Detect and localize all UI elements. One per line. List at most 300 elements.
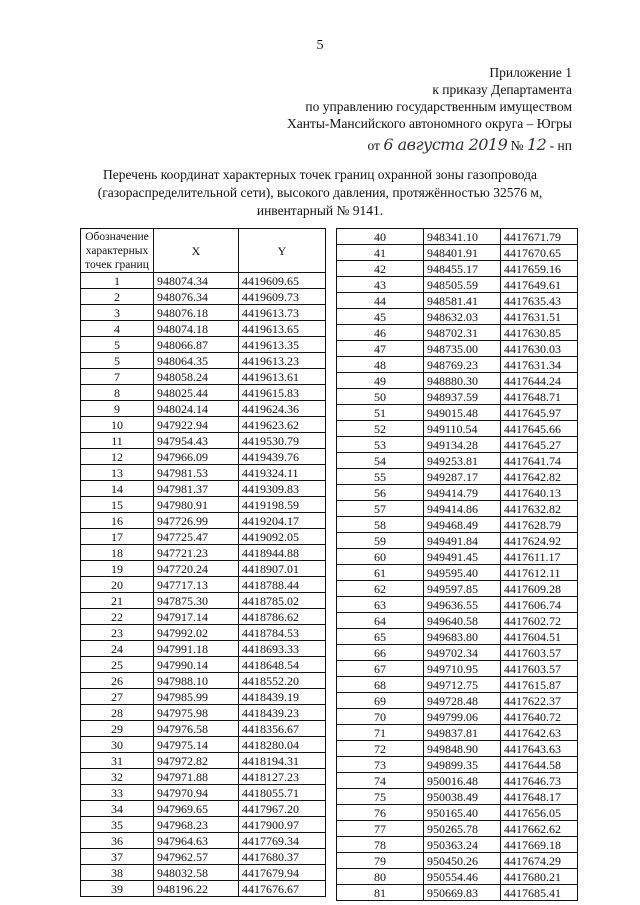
y-coordinate-cell: 4418194.31 (239, 753, 326, 769)
y-coordinate-cell: 4417644.58 (501, 757, 578, 773)
point-number-cell: 64 (337, 613, 424, 629)
x-coordinate-cell: 948702.31 (424, 325, 501, 341)
y-coordinate-cell: 4417646.73 (501, 773, 578, 789)
handwritten-number: 12 (526, 135, 547, 154)
table-row (81, 545, 326, 561)
y-coordinate-cell: 4418786.62 (239, 609, 326, 625)
table-row (81, 529, 326, 545)
x-coordinate-cell: 948025.44 (154, 385, 239, 401)
point-number-cell: 33 (81, 785, 154, 801)
x-coordinate-cell: 947717.13 (154, 577, 239, 593)
x-coordinate-cell: 950450.26 (424, 853, 501, 869)
x-coordinate-cell: 947976.58 (154, 721, 239, 737)
point-number-cell: 5 (81, 337, 154, 353)
point-number-cell: 71 (337, 725, 424, 741)
y-coordinate-cell: 4419613.23 (239, 353, 326, 369)
x-coordinate-cell: 948455.17 (424, 261, 501, 277)
x-coordinate-cell: 947969.65 (154, 801, 239, 817)
y-coordinate-cell: 4417671.79 (501, 229, 578, 245)
table-row (337, 805, 578, 821)
table-row (81, 753, 326, 769)
y-coordinate-cell: 4417645.27 (501, 437, 578, 453)
x-coordinate-cell: 949253.81 (424, 453, 501, 469)
x-coordinate-cell: 947971.88 (154, 769, 239, 785)
point-number-cell: 28 (81, 705, 154, 721)
point-number-cell: 14 (81, 481, 154, 497)
table-row (337, 741, 578, 757)
table-row (337, 789, 578, 805)
table-row (337, 581, 578, 597)
point-number-cell: 66 (337, 645, 424, 661)
point-number-cell: 59 (337, 533, 424, 549)
y-coordinate-cell: 4419530.79 (239, 433, 326, 449)
x-coordinate-cell: 947962.57 (154, 849, 239, 865)
table-row (337, 469, 578, 485)
heading-line: Перечень координат характерных точек границ охранной зоны газопровода (103, 167, 537, 182)
coordinates-table-right (336, 228, 578, 901)
point-number-cell: 80 (337, 869, 424, 885)
y-coordinate-cell: 4417631.34 (501, 357, 578, 373)
point-number-cell: 53 (337, 437, 424, 453)
y-coordinate-cell: 4418693.33 (239, 641, 326, 657)
x-coordinate-cell: 948196.22 (154, 881, 239, 897)
y-coordinate-cell: 4417631.51 (501, 309, 578, 325)
point-number-cell: 55 (337, 469, 424, 485)
point-number-cell: 74 (337, 773, 424, 789)
point-number-cell: 17 (81, 529, 154, 545)
y-coordinate-cell: 4419613.61 (239, 369, 326, 385)
x-coordinate-cell: 949683.80 (424, 629, 501, 645)
table-row (337, 677, 578, 693)
y-coordinate-cell: 4417656.05 (501, 805, 578, 821)
number-prefix: № (510, 138, 524, 153)
table-row (81, 737, 326, 753)
table-row (81, 449, 326, 465)
point-number-cell: 72 (337, 741, 424, 757)
x-coordinate-cell: 949414.79 (424, 485, 501, 501)
table-row (337, 309, 578, 325)
heading-line: (газораспределительной сети), высокого давления, протяжённостью 32576 м, (97, 185, 543, 200)
point-number-cell: 45 (337, 309, 424, 325)
table-row (81, 609, 326, 625)
point-number-cell: 34 (81, 801, 154, 817)
point-number-cell: 67 (337, 661, 424, 677)
x-coordinate-cell: 947720.24 (154, 561, 239, 577)
y-coordinate-cell: 4417632.82 (501, 501, 578, 517)
y-coordinate-cell: 4417644.24 (501, 373, 578, 389)
y-coordinate-cell: 4417769.34 (239, 833, 326, 849)
y-coordinate-cell: 4418055.71 (239, 785, 326, 801)
point-number-cell: 73 (337, 757, 424, 773)
point-number-cell: 42 (337, 261, 424, 277)
y-coordinate-cell: 4417676.67 (239, 881, 326, 897)
table-row (81, 641, 326, 657)
point-number-cell: 31 (81, 753, 154, 769)
point-number-cell: 79 (337, 853, 424, 869)
x-coordinate-cell: 947991.18 (154, 641, 239, 657)
y-coordinate-cell: 4417604.51 (501, 629, 578, 645)
table-row (337, 421, 578, 437)
y-coordinate-cell: 4417622.37 (501, 693, 578, 709)
point-number-cell: 27 (81, 689, 154, 705)
point-number-cell: 65 (337, 629, 424, 645)
x-coordinate-cell: 947726.99 (154, 513, 239, 529)
point-number-cell: 76 (337, 805, 424, 821)
x-coordinate-cell: 949414.86 (424, 501, 501, 517)
y-coordinate-cell: 4417609.28 (501, 581, 578, 597)
table-row (81, 593, 326, 609)
table-row (337, 261, 578, 277)
table-row (81, 865, 326, 881)
x-coordinate-cell: 947922.94 (154, 417, 239, 433)
y-coordinate-cell: 4417659.16 (501, 261, 578, 277)
table-row (81, 385, 326, 401)
point-number-cell: 18 (81, 545, 154, 561)
table-row (81, 433, 326, 449)
table-row (337, 565, 578, 581)
table-row (337, 597, 578, 613)
table-row (337, 629, 578, 645)
table-row (81, 849, 326, 865)
x-coordinate-cell: 947981.37 (154, 481, 239, 497)
x-coordinate-cell: 950038.49 (424, 789, 501, 805)
table-row (337, 501, 578, 517)
table-row (81, 881, 326, 897)
table-row (337, 357, 578, 373)
y-coordinate-cell: 4418907.01 (239, 561, 326, 577)
point-number-cell: 19 (81, 561, 154, 577)
table-row (81, 369, 326, 385)
x-coordinate-cell: 949468.49 (424, 517, 501, 533)
point-number-cell: 12 (81, 449, 154, 465)
x-coordinate-cell: 950363.24 (424, 837, 501, 853)
point-number-cell: 32 (81, 769, 154, 785)
x-coordinate-cell: 948401.91 (424, 245, 501, 261)
point-number-cell: 38 (81, 865, 154, 881)
x-coordinate-cell: 948769.23 (424, 357, 501, 373)
table-row (81, 625, 326, 641)
y-coordinate-cell: 4417603.57 (501, 661, 578, 677)
y-coordinate-cell: 4417612.11 (501, 565, 578, 581)
table-row (81, 417, 326, 433)
point-number-cell: 26 (81, 673, 154, 689)
point-number-cell: 54 (337, 453, 424, 469)
y-coordinate-cell: 4417642.63 (501, 725, 578, 741)
x-coordinate-cell: 949636.55 (424, 597, 501, 613)
appendix-line: по управлению государственным имуществом (305, 99, 572, 114)
table-row (81, 657, 326, 673)
y-coordinate-cell: 4417602.72 (501, 613, 578, 629)
x-coordinate-cell: 947954.43 (154, 433, 239, 449)
table-row (337, 293, 578, 309)
point-number-cell: 43 (337, 277, 424, 293)
table-row (81, 689, 326, 705)
y-coordinate-cell: 4418127.23 (239, 769, 326, 785)
y-coordinate-cell: 4417900.97 (239, 817, 326, 833)
table-row (81, 513, 326, 529)
y-coordinate-cell: 4417645.97 (501, 405, 578, 421)
y-coordinate-cell: 4418280.04 (239, 737, 326, 753)
header-y: Y (239, 229, 326, 273)
table-row (337, 693, 578, 709)
point-number-cell: 41 (337, 245, 424, 261)
table-row (337, 837, 578, 853)
x-coordinate-cell: 948024.14 (154, 401, 239, 417)
table-row (337, 661, 578, 677)
y-coordinate-cell: 4417630.03 (501, 341, 578, 357)
y-coordinate-cell: 4419613.65 (239, 321, 326, 337)
point-number-cell: 11 (81, 433, 154, 449)
x-coordinate-cell: 949597.85 (424, 581, 501, 597)
point-number-cell: 7 (81, 369, 154, 385)
table-row (337, 853, 578, 869)
table-row (81, 481, 326, 497)
table-row (337, 821, 578, 837)
x-coordinate-cell: 948341.10 (424, 229, 501, 245)
date-prefix: от (367, 138, 380, 153)
table-row (337, 245, 578, 261)
point-number-cell: 9 (81, 401, 154, 417)
y-coordinate-cell: 4417641.74 (501, 453, 578, 469)
x-coordinate-cell: 949848.90 (424, 741, 501, 757)
y-coordinate-cell: 4417603.57 (501, 645, 578, 661)
x-coordinate-cell: 948581.41 (424, 293, 501, 309)
appendix-line: Приложение 1 (489, 65, 572, 80)
x-coordinate-cell: 947972.82 (154, 753, 239, 769)
point-number-cell: 2 (81, 289, 154, 305)
point-number-cell: 36 (81, 833, 154, 849)
point-number-cell: 10 (81, 417, 154, 433)
x-coordinate-cell: 950165.40 (424, 805, 501, 821)
x-coordinate-cell: 947917.14 (154, 609, 239, 625)
x-coordinate-cell: 949710.95 (424, 661, 501, 677)
point-number-cell: 15 (81, 497, 154, 513)
y-coordinate-cell: 4419609.73 (239, 289, 326, 305)
x-coordinate-cell: 947725.47 (154, 529, 239, 545)
y-coordinate-cell: 4417674.29 (501, 853, 578, 869)
point-number-cell: 29 (81, 721, 154, 737)
table-row (81, 289, 326, 305)
y-coordinate-cell: 4418784.53 (239, 625, 326, 641)
x-coordinate-cell: 948076.18 (154, 305, 239, 321)
table-row (337, 389, 578, 405)
table-row (337, 533, 578, 549)
table-row (337, 453, 578, 469)
point-number-cell: 52 (337, 421, 424, 437)
table-row (337, 549, 578, 565)
y-coordinate-cell: 4418439.23 (239, 705, 326, 721)
point-number-cell: 8 (81, 385, 154, 401)
header-x: X (154, 229, 239, 273)
table-row (81, 785, 326, 801)
point-number-cell: 57 (337, 501, 424, 517)
table-row (81, 337, 326, 353)
x-coordinate-cell: 949799.06 (424, 709, 501, 725)
point-number-cell: 5 (81, 353, 154, 369)
x-coordinate-cell: 949595.40 (424, 565, 501, 581)
point-number-cell: 68 (337, 677, 424, 693)
table-row (81, 273, 326, 289)
y-coordinate-cell: 4419624.36 (239, 401, 326, 417)
y-coordinate-cell: 4418552.20 (239, 673, 326, 689)
heading-line: инвентарный № 9141. (256, 203, 384, 218)
x-coordinate-cell: 949134.28 (424, 437, 501, 453)
x-coordinate-cell: 947968.23 (154, 817, 239, 833)
x-coordinate-cell: 948074.18 (154, 321, 239, 337)
y-coordinate-cell: 4417662.62 (501, 821, 578, 837)
table-row (337, 869, 578, 885)
y-coordinate-cell: 4417640.72 (501, 709, 578, 725)
appendix-line: Ханты-Мансийского автономного округа – Югры (287, 116, 572, 131)
y-coordinate-cell: 4417645.66 (501, 421, 578, 437)
table-row (337, 437, 578, 453)
document-heading (0, 166, 640, 220)
point-number-cell: 47 (337, 341, 424, 357)
y-coordinate-cell: 4419613.73 (239, 305, 326, 321)
x-coordinate-cell: 948735.00 (424, 341, 501, 357)
coordinates-table-left (80, 228, 326, 897)
y-coordinate-cell: 4419198.59 (239, 497, 326, 513)
point-number-cell: 39 (81, 881, 154, 897)
table-row (337, 757, 578, 773)
point-number-cell: 20 (81, 577, 154, 593)
y-coordinate-cell: 4417648.17 (501, 789, 578, 805)
x-coordinate-cell: 947975.14 (154, 737, 239, 753)
x-coordinate-cell: 949491.45 (424, 549, 501, 565)
x-coordinate-cell: 949491.84 (424, 533, 501, 549)
x-coordinate-cell: 947966.09 (154, 449, 239, 465)
table-row (81, 401, 326, 417)
x-coordinate-cell: 948066.87 (154, 337, 239, 353)
point-number-cell: 22 (81, 609, 154, 625)
y-coordinate-cell: 4417615.87 (501, 677, 578, 693)
table-row (337, 373, 578, 389)
point-number-cell: 78 (337, 837, 424, 853)
table-row (337, 325, 578, 341)
x-coordinate-cell: 947970.94 (154, 785, 239, 801)
point-number-cell: 4 (81, 321, 154, 337)
x-coordinate-cell: 949899.35 (424, 757, 501, 773)
point-number-cell: 24 (81, 641, 154, 657)
y-coordinate-cell: 4417649.61 (501, 277, 578, 293)
point-number-cell: 35 (81, 817, 154, 833)
table-row (81, 673, 326, 689)
y-coordinate-cell: 4419309.83 (239, 481, 326, 497)
y-coordinate-cell: 4417648.71 (501, 389, 578, 405)
point-number-cell: 58 (337, 517, 424, 533)
right-table-body (337, 229, 578, 901)
x-coordinate-cell: 949712.75 (424, 677, 501, 693)
point-number-cell: 3 (81, 305, 154, 321)
y-coordinate-cell: 4419609.65 (239, 273, 326, 289)
table-row (81, 561, 326, 577)
left-table-body (81, 273, 326, 897)
y-coordinate-cell: 4417635.43 (501, 293, 578, 309)
y-coordinate-cell: 4419439.76 (239, 449, 326, 465)
table-row (81, 305, 326, 321)
x-coordinate-cell: 950554.46 (424, 869, 501, 885)
y-coordinate-cell: 4417606.74 (501, 597, 578, 613)
x-coordinate-cell: 948505.59 (424, 277, 501, 293)
table-row (81, 497, 326, 513)
x-coordinate-cell: 950016.48 (424, 773, 501, 789)
point-number-cell: 13 (81, 465, 154, 481)
point-number-cell: 21 (81, 593, 154, 609)
x-coordinate-cell: 948632.03 (424, 309, 501, 325)
y-coordinate-cell: 4417679.94 (239, 865, 326, 881)
y-coordinate-cell: 4419623.62 (239, 417, 326, 433)
x-coordinate-cell: 947990.14 (154, 657, 239, 673)
point-number-cell: 77 (337, 821, 424, 837)
y-coordinate-cell: 4417611.17 (501, 549, 578, 565)
point-number-cell: 37 (81, 849, 154, 865)
table-row (337, 613, 578, 629)
point-number-cell: 44 (337, 293, 424, 309)
table-row (337, 341, 578, 357)
x-coordinate-cell: 947980.91 (154, 497, 239, 513)
y-coordinate-cell: 4417643.63 (501, 741, 578, 757)
point-number-cell: 63 (337, 597, 424, 613)
table-row (337, 277, 578, 293)
point-number-cell: 49 (337, 373, 424, 389)
x-coordinate-cell: 948076.34 (154, 289, 239, 305)
x-coordinate-cell: 948074.34 (154, 273, 239, 289)
table-row (337, 485, 578, 501)
table-row (81, 465, 326, 481)
x-coordinate-cell: 947988.10 (154, 673, 239, 689)
table-row (81, 769, 326, 785)
point-number-cell: 69 (337, 693, 424, 709)
y-coordinate-cell: 4417642.82 (501, 469, 578, 485)
y-coordinate-cell: 4418788.44 (239, 577, 326, 593)
appendix-block (287, 64, 572, 154)
y-coordinate-cell: 4417685.41 (501, 885, 578, 901)
point-number-cell: 1 (81, 273, 154, 289)
y-coordinate-cell: 4417624.92 (501, 533, 578, 549)
page-number: 5 (316, 38, 324, 53)
x-coordinate-cell: 949728.48 (424, 693, 501, 709)
point-number-cell: 40 (337, 229, 424, 245)
point-number-cell: 30 (81, 737, 154, 753)
header-point: Обозначение характерных точек границ (81, 229, 154, 273)
table-row (337, 725, 578, 741)
x-coordinate-cell: 949110.54 (424, 421, 501, 437)
point-number-cell: 48 (337, 357, 424, 373)
point-number-cell: 75 (337, 789, 424, 805)
x-coordinate-cell: 950265.78 (424, 821, 501, 837)
table-row (81, 833, 326, 849)
x-coordinate-cell: 949015.48 (424, 405, 501, 421)
handwritten-date: 6 августа 2019 (383, 135, 508, 154)
point-number-cell: 61 (337, 565, 424, 581)
point-number-cell: 50 (337, 389, 424, 405)
y-coordinate-cell: 4419324.11 (239, 465, 326, 481)
y-coordinate-cell: 4417670.65 (501, 245, 578, 261)
x-coordinate-cell: 949640.58 (424, 613, 501, 629)
table-row (81, 817, 326, 833)
y-coordinate-cell: 4417628.79 (501, 517, 578, 533)
y-coordinate-cell: 4417640.13 (501, 485, 578, 501)
table-row (337, 517, 578, 533)
table-row (81, 321, 326, 337)
y-coordinate-cell: 4419613.35 (239, 337, 326, 353)
table-row (337, 229, 578, 245)
x-coordinate-cell: 949837.81 (424, 725, 501, 741)
table-row (337, 405, 578, 421)
table-row (81, 721, 326, 737)
table-row (81, 353, 326, 369)
y-coordinate-cell: 4418785.02 (239, 593, 326, 609)
